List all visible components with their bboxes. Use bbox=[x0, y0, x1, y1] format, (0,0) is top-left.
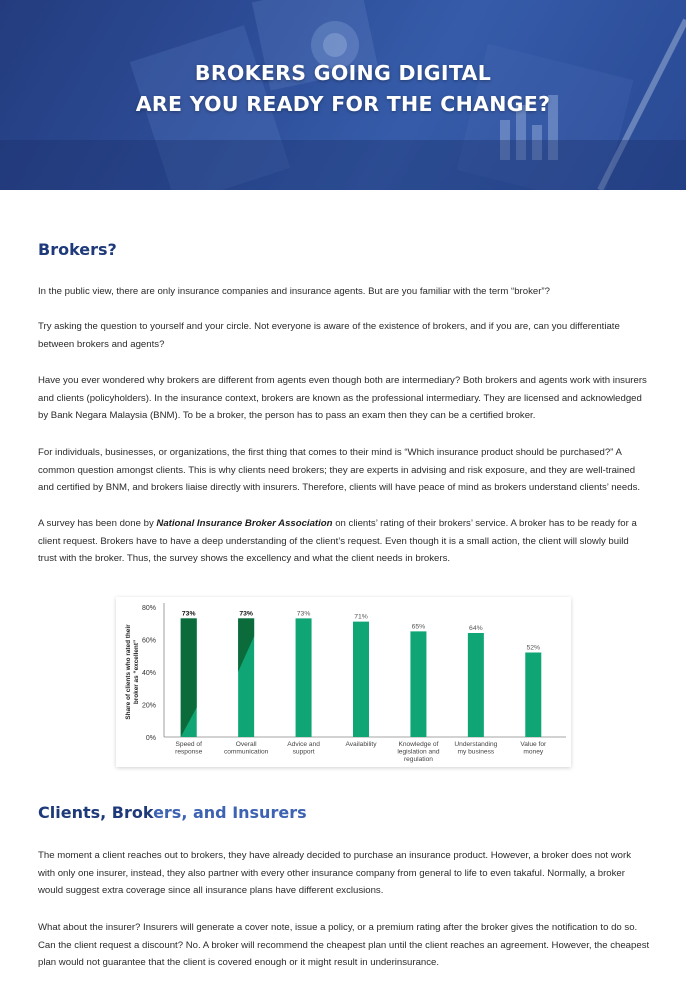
bar-value-label: 73% bbox=[239, 610, 253, 618]
bar-value-label: 65% bbox=[411, 623, 426, 631]
bar-value-label: 73% bbox=[296, 610, 311, 618]
bar-7 bbox=[525, 653, 541, 738]
x-tick-label: Availability bbox=[345, 741, 377, 748]
bar-value-label: 73% bbox=[181, 610, 196, 618]
y-tick-label: 20% bbox=[141, 702, 156, 710]
paragraph-5 bbox=[38, 515, 650, 568]
paragraph-4: For individuals, businesses, or organizations, the first thing that comes to their mind is “Which insurance product should be purchased?” A common question amongst clients. This is why clients need brokers; they are experts in advising and risk exposure, and they are well-trained and certified by BNM, and brokers liaise directly with insurers. Therefore, clients will have peace of mind as brokers understand clients’ needs. bbox=[38, 447, 641, 493]
x-tick-label: Overall bbox=[235, 741, 257, 748]
x-tick-label: Understanding bbox=[454, 741, 498, 748]
survey-bar-chart bbox=[116, 597, 571, 767]
section-heading-brokers: Brokers? bbox=[38, 240, 117, 259]
y-tick-label: 40% bbox=[141, 670, 156, 677]
x-tick-label: my business bbox=[457, 748, 495, 756]
hero-title-line-1: BROKERS GOING DIGITAL bbox=[194, 61, 492, 85]
bar-value-label: 71% bbox=[354, 613, 368, 621]
hero-banner bbox=[0, 0, 686, 190]
bar-5 bbox=[410, 631, 426, 737]
paragraph-2: Try asking the question to yourself and your circle. Not everyone is aware of the existence of brokers, and if you are, can you differentiate between brokers and agents? bbox=[38, 321, 620, 350]
y-tick-label: 60% bbox=[141, 637, 156, 645]
x-tick-label: Knowledge of bbox=[398, 741, 439, 748]
x-tick-label: Value for bbox=[520, 741, 547, 748]
bar-6 bbox=[468, 633, 484, 737]
bar-4 bbox=[353, 622, 369, 737]
paragraph-7: What about the insurer? Insurers will generate a cover note, issue a policy, or a premium rating after the broker gives the notification to do so. Can the client request a discount? No. A broker will recommend the cheapest plan until the client reaches an agreement. However, the cheapest plan would not guarantee that the client is covered enough or it might result in underinsurance. bbox=[38, 922, 650, 968]
y-axis-label bbox=[125, 624, 140, 720]
paragraph-6: The moment a client reaches out to brokers, they have already decided to purchase an insurance product. However, a broker does not work with only one insurer, instead, they also partner with every other insurance company from general to life to even takaful. Normally, a broker would suggest extra coverage since all insurance plans have different exclusions. bbox=[38, 850, 632, 896]
x-tick-label: communication bbox=[223, 748, 269, 756]
paragraph-5-start: A survey has been done by bbox=[38, 518, 157, 529]
y-axis-label-line: broker as “excellent” bbox=[133, 639, 140, 705]
paragraph-3: Have you ever wondered why brokers are different from agents even though both are intermediary? Both brokers and agents work with insurers and clients (policyholders). In the insurance context, brokers are known as the professional intermediary. They are licensed and acknowledged by Bank Negara Malaysia (BNM). To be a broker, the person has to pass an exam then they can be a certified broker. bbox=[38, 375, 647, 421]
x-tick-label: Advice and bbox=[287, 741, 320, 748]
x-tick-label: support bbox=[292, 748, 315, 756]
paragraph-1: In the public view, there are only insurance companies and insurance agents. But are you familiar with the term “broker”? bbox=[38, 286, 550, 297]
bar-3 bbox=[296, 618, 312, 737]
section-heading-clients-brokers-insurers bbox=[38, 803, 307, 822]
x-tick-label: response bbox=[175, 748, 203, 756]
x-tick-label: Speed of bbox=[175, 741, 202, 748]
x-tick-label: money bbox=[523, 748, 544, 756]
hero-title bbox=[0, 58, 686, 120]
hero-title-line-2: ARE YOU READY FOR THE CHANGE? bbox=[135, 92, 551, 116]
paragraph-5-end: on clients’ rating of their brokers’ service. A broker has to be ready for a client request. Brokers have to have a deep understanding of the client’s request. Even though it is a small action, the client will slowly build trust with the broker. Thus, the survey shows the excellency and what the client needs in brokers. bbox=[38, 518, 637, 564]
survey-chart-card bbox=[116, 597, 571, 767]
survey-organization-name: National Insurance Broker Association bbox=[156, 518, 333, 529]
y-axis-label-line: Share of clients who rated their bbox=[125, 624, 132, 720]
x-tick-label: regulation bbox=[403, 756, 433, 763]
bar-value-label: 64% bbox=[469, 625, 483, 632]
y-tick-label: 0% bbox=[145, 735, 156, 742]
section-heading-part-2: ers, and Insurers bbox=[153, 803, 307, 822]
bar-value-label: 52% bbox=[526, 644, 541, 652]
x-tick-label: legislation and bbox=[397, 748, 440, 756]
section-heading-part-1: Clients, Brok bbox=[38, 803, 154, 822]
y-tick-label: 80% bbox=[141, 605, 156, 612]
